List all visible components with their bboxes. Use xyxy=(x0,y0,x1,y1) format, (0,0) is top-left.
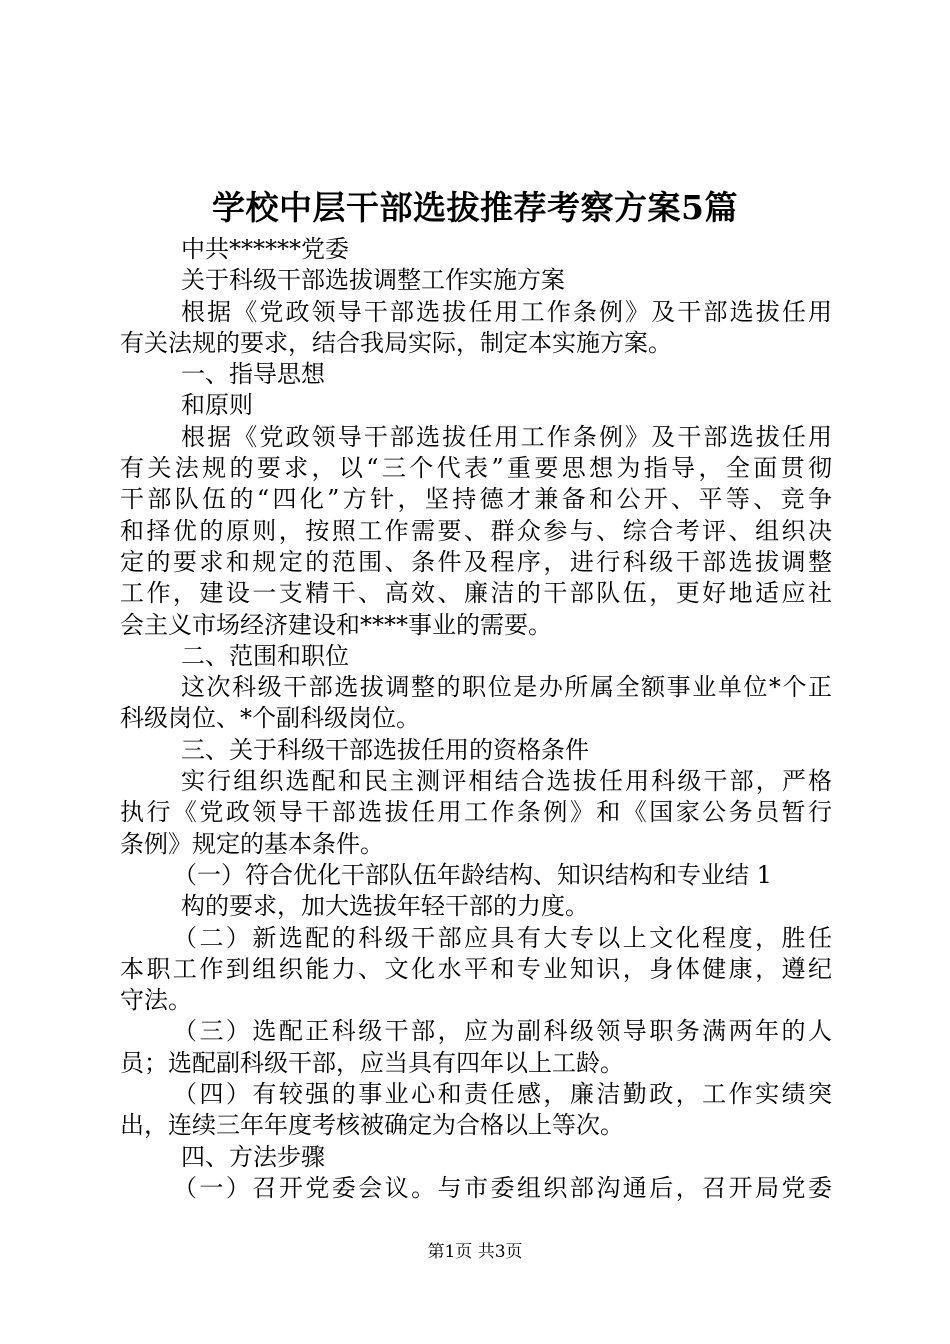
paragraph-line: 构的要求，加大选拔年轻干部的力度。 xyxy=(181,892,589,921)
paragraph-line: （一）召开党委会议。与市委组织部沟通后，召开局党委 xyxy=(173,1173,832,1202)
paragraph-line: 中共******党委 xyxy=(181,235,349,263)
paragraph-line: 一、指导思想 xyxy=(181,360,325,389)
paragraph-line: 定的要求和规定的范围、条件及程序，进行科级干部选拔调整 xyxy=(120,547,832,576)
paragraph-line: （二）新选配的科级干部应具有大专以上文化程度，胜任 xyxy=(173,923,832,952)
paragraph-line: 科级岗位、*个副科级岗位。 xyxy=(120,704,420,733)
paragraph-line: 本职工作到组织能力、文化水平和专业知识，身体健康，遵纪 xyxy=(120,954,832,983)
paragraph-line: 实行组织选配和民主测评相结合选拔任用科级干部，严格 xyxy=(181,767,832,796)
page-footer: 第1页 共3页 xyxy=(427,1242,523,1262)
paragraph-line: 条例》规定的基本条件。 xyxy=(120,829,384,858)
paragraph-line: （四）有较强的事业心和责任感，廉洁勤政，工作实绩突 xyxy=(173,1080,832,1109)
paragraph-line: 关于科级干部选拔调整工作实施方案 xyxy=(181,266,565,295)
paragraph-line: 守法。 xyxy=(120,986,192,1015)
paragraph-line: （三）选配正科级干部，应为副科级领导职务满两年的人 xyxy=(173,1017,832,1046)
paragraph-line: 根据《党政领导干部选拔任用工作条例》及干部选拔任用 xyxy=(181,297,832,326)
paragraph-line: 有关法规的要求，结合我局实际，制定本实施方案。 xyxy=(120,328,672,357)
paragraph-line: 工作，建设一支精干、高效、廉洁的干部队伍，更好地适应社 xyxy=(120,579,832,608)
paragraph-line: 执行《党政领导干部选拔任用工作条例》和《国家公务员暂行 xyxy=(120,798,832,827)
paragraph-line: 二、范围和职位 xyxy=(181,641,349,670)
paragraph-line: 这次科级干部选拔调整的职位是办所属全额事业单位*个正 xyxy=(181,673,832,702)
paragraph-line: 干部队伍的“四化”方针，坚持德才兼备和公开、平等、竞争 xyxy=(120,485,832,514)
paragraph-line: 和择优的原则，按照工作需要、群众参与、综合考评、组织决 xyxy=(120,516,832,545)
paragraph-line: 根据《党政领导干部选拔任用工作条例》及干部选拔任用 xyxy=(181,422,832,451)
paragraph-line: 有关法规的要求，以“三个代表”重要思想为指导，全面贯彻 xyxy=(120,454,832,483)
paragraph-line: 会主义市场经济建设和****事业的需要。 xyxy=(120,610,552,639)
paragraph-line: 和原则 xyxy=(181,391,253,420)
paragraph-line: 三、关于科级干部选拔任用的资格条件 xyxy=(181,735,589,764)
paragraph-line: 员；选配副科级干部，应当具有四年以上工龄。 xyxy=(120,1048,624,1077)
document-body xyxy=(120,234,832,1204)
paragraph-line: 出，连续三年年度考核被确定为合格以上等次。 xyxy=(120,1111,624,1140)
paragraph-line: （一）符合优化干部队伍年龄结构、知识结构和专业结 1 xyxy=(173,860,772,889)
paragraph-line: 四、方法步骤 xyxy=(181,1142,325,1171)
document-title: 学校中层干部选拔推荐考察方案5篇 xyxy=(212,188,738,227)
